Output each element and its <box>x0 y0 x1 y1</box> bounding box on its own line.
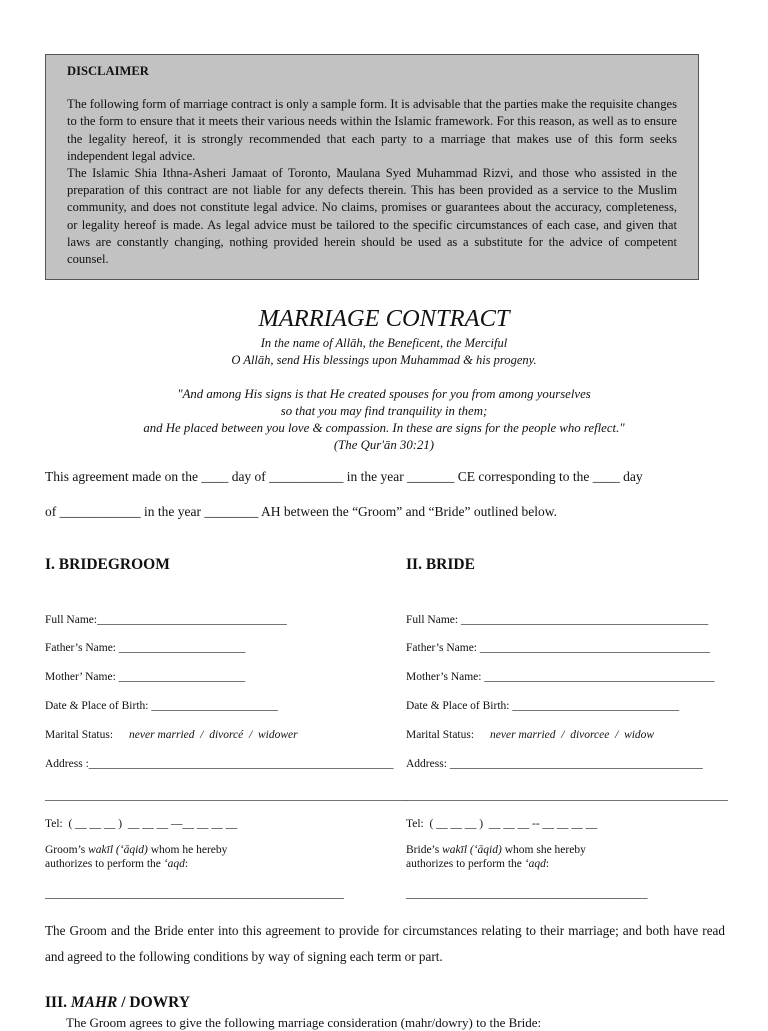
disclaimer-heading: DISCLAIMER <box>67 64 149 78</box>
mahr-heading-term: MAHR <box>70 994 118 1011</box>
bride-wakil-text-end: whom she hereby <box>501 844 586 856</box>
bride-father-name-field[interactable]: Father’s Name: ________________________________________ <box>406 642 710 654</box>
quote-line-2: so that you may find tranquility in them; <box>280 404 488 418</box>
bride-address-field-2[interactable]: ________________________________________________________ <box>406 790 728 802</box>
bride-aqd-colon: : <box>545 858 550 870</box>
quote-line-3: and He placed between you love & compassion. In these are signs for the people who reflect." <box>143 421 625 435</box>
mahr-heading-number: III. <box>45 994 71 1011</box>
bride-marital-status[interactable] <box>406 728 654 742</box>
quote-line-1: "And among His signs is that He created spouses for you from among yourselves <box>177 387 591 401</box>
agreement-line-1: This agreement made on the ____ day of ___________ in the year _______ CE corresponding to the ____ day <box>45 469 643 484</box>
disclaimer-paragraph-2: The Islamic Shia Ithna-Asheri Jamaat of Toronto, Maulana Syed Muhammad Rizvi, and those who assisted in the preparation of this contract are not liable for any defects therein. This has been provided as a service to the Muslim community, and does not constitute legal advice. No claims, promises or guarantees about the accuracy, completeness, or legality hereof is made. As legal advice must be tailored to the specific circumstances of each case, and given that laws are constantly changing, nothing provided herein should be used as a substitute for the advice of competent counsel. <box>67 166 677 267</box>
groom-marital-options[interactable]: never married / divorcé / widower <box>129 729 298 741</box>
mahr-first-line: The Groom agrees to give the following marriage consideration (mahr/dowry) to the Bride: <box>66 1015 542 1030</box>
mahr-heading-suffix: / DOWRY <box>117 994 191 1011</box>
groom-wakil-text-end: whom he hereby <box>147 844 228 856</box>
groom-aqd-term: ‘aqd <box>163 858 185 870</box>
groom-wakil-term: wakīl (‘āqid) <box>88 844 148 856</box>
bride-address-field-1[interactable]: Address: ____________________________________________ <box>406 758 703 770</box>
disclaimer-paragraph-1: The following form of marriage contract is only a sample form. It is advisable that the parties make the requisite changes to the form to ensure that it meets their various needs within the Islamic framework. For this reason, as well as to ensure the legality hereof, it is strongly recommended that each party to a marriage that makes use of this form seeks independent legal advice. <box>67 97 677 163</box>
bride-wakil-line-1 <box>406 843 586 857</box>
agreement-line-2: of ____________ in the year ________ AH between the “Groom” and “Bride” outlined below. <box>45 504 557 519</box>
bride-birth-field[interactable]: Date & Place of Birth: _____________________________ <box>406 700 680 712</box>
groom-father-name-field[interactable]: Father’s Name: ______________________ <box>45 642 246 654</box>
groom-marital-status[interactable] <box>45 728 298 742</box>
bride-tel-field[interactable]: Tel: ( __ __ __ ) __ __ __ -- __ __ __ __ <box>406 818 598 830</box>
groom-marital-label: Marital Status: <box>45 729 114 741</box>
groom-tel-field[interactable]: Tel: ( __ __ __ ) __ __ __ —__ __ __ __ <box>45 818 238 830</box>
contract-title: MARRIAGE CONTRACT <box>258 305 510 332</box>
quote-reference: (The Qur'ān 30:21) <box>333 438 435 452</box>
bride-wakil-term: wakīl (‘āqid) <box>442 844 502 856</box>
groom-wakil-signature-line[interactable]: ____________________________________________________ <box>45 888 344 900</box>
bride-aqd-term: ‘aqd <box>524 858 546 870</box>
groom-wakil-text: Groom’s <box>45 844 89 856</box>
groom-wakil-line-2 <box>45 857 188 871</box>
bride-marital-options[interactable]: never married / divorcee / widow <box>490 729 655 741</box>
bride-wakil-line-2 <box>406 857 549 871</box>
bride-wakil-text: Bride’s <box>406 844 443 856</box>
invocation-line-1: In the name of Allāh, the Beneficent, the Merciful <box>260 336 508 350</box>
groom-mother-name-field[interactable]: Mother’ Name: ______________________ <box>45 671 246 683</box>
bride-aqd-text: authorizes to perform the <box>406 858 525 870</box>
groom-aqd-text: authorizes to perform the <box>45 858 164 870</box>
bride-mother-name-field[interactable]: Mother’s Name: ________________________________________ <box>406 671 715 683</box>
bride-marital-label: Marital Status: <box>406 729 475 741</box>
bridegroom-heading: I. BRIDEGROOM <box>45 556 170 573</box>
terms-paragraph: The Groom and the Bride enter into this agreement to provide for circumstances relating to their marriage; and both have read and agreed to the following conditions by way of signing each term or part. <box>45 923 725 964</box>
groom-birth-field[interactable]: Date & Place of Birth: ______________________ <box>45 700 278 712</box>
bride-heading: II. BRIDE <box>406 556 475 573</box>
disclaimer-box <box>45 54 699 280</box>
invocation-line-2: O Allāh, send His blessings upon Muhammad & his progeny. <box>231 353 537 367</box>
groom-full-name-field[interactable]: Full Name:_________________________________ <box>45 614 287 626</box>
mahr-heading <box>45 994 190 1012</box>
groom-aqd-colon: : <box>184 858 189 870</box>
groom-wakil-line-1 <box>45 843 227 857</box>
bride-full-name-field[interactable]: Full Name: ___________________________________________ <box>406 614 709 626</box>
bride-wakil-signature-line[interactable]: __________________________________________ <box>406 888 648 900</box>
groom-address-field-2[interactable]: _______________________________________________________________ <box>45 790 408 802</box>
groom-address-field-1[interactable]: Address :_____________________________________________________ <box>45 758 394 770</box>
